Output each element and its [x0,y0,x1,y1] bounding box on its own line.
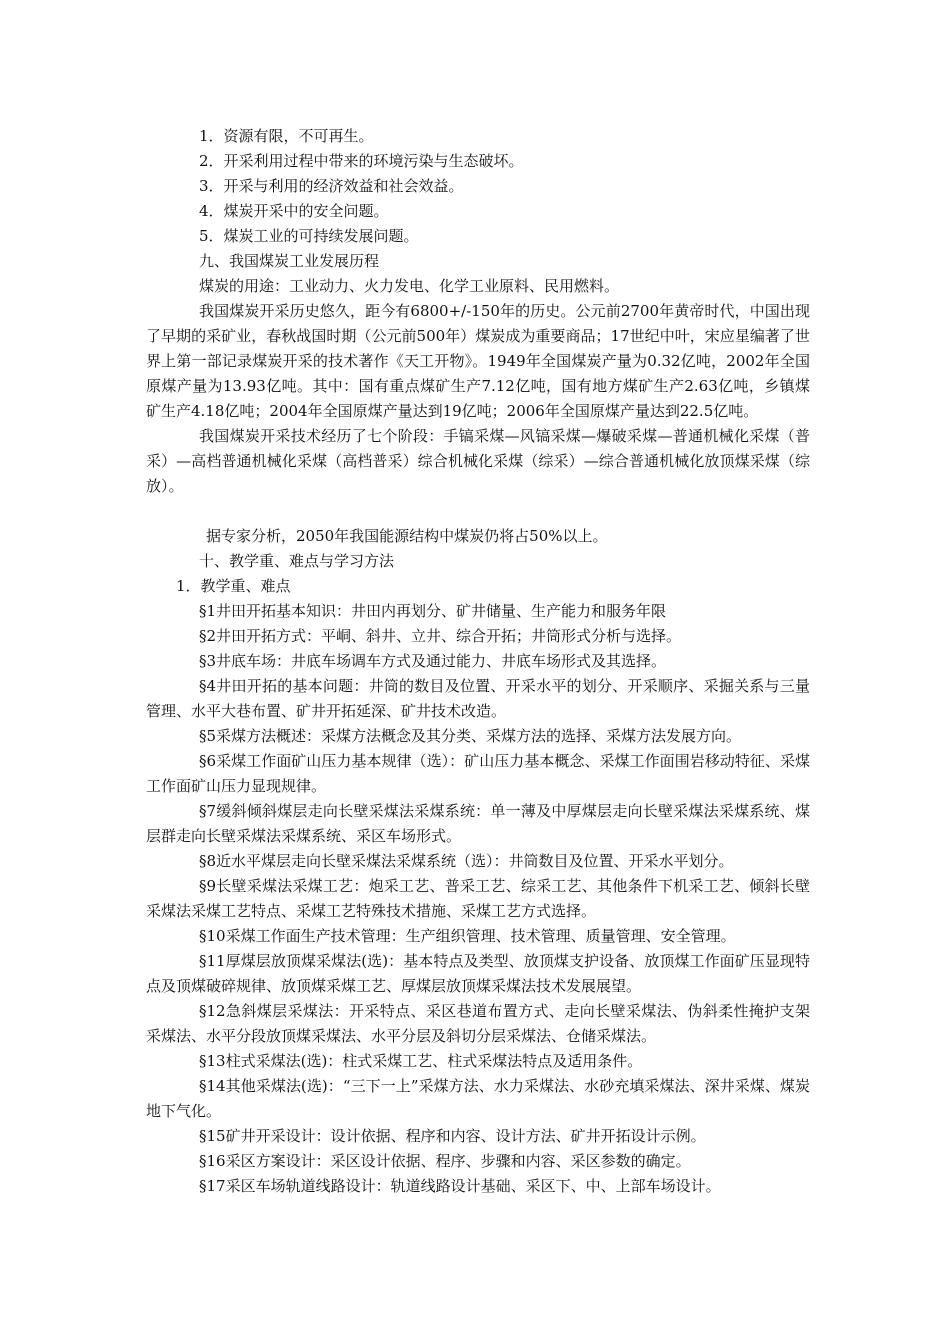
key-point: §17采区车场轨道线路设计：轨道线路设计基础、采区下、中、上部车场设计。 [199,1177,721,1195]
key-point: §3井底车场：井底车场调车方式及通过能力、井底车场形式及其选择。 [199,652,667,670]
key-point: §7缓斜倾斜煤层走向长壁采煤法采煤系统：单一薄及中厚煤层走向长壁采煤法采煤系统、煤层群走向长壁采煤法采煤系统、采区车场形式。 [146,802,810,845]
key-point: §4井田开拓的基本问题：井筒的数目及位置、开采水平的划分、开采顺序、采掘关系与三量管理、水平大巷布置、矿井开拓延深、矿井技术改造。 [146,677,810,720]
section-heading: 九、我国煤炭工业发展历程 [199,252,380,270]
paragraph-expert: 据专家分析，2050年我国能源结构中煤炭仍将占50%以上。 [206,527,608,545]
list-item: 2．开采利用过程中带来的环境污染与生态破坏。 [199,152,524,170]
key-point: §9长壁采煤法采煤工艺：炮采工艺、普采工艺、综采工艺、其他条件下机采工艺、倾斜长壁采煤法采煤工艺特点、采煤工艺特殊技术措施、采煤工艺方式选择。 [146,877,810,920]
key-point: §1井田开拓基本知识：井田内再划分、矿井储量、生产能力和服务年限 [199,602,667,620]
list-item: 1．资源有限，不可再生。 [199,127,374,145]
document-page [146,124,810,1199]
paragraph-stages: 我国煤炭开采技术经历了七个阶段：手镐采煤—风镐采煤—爆破采煤—普通机械化采煤（普采）—高档普通机械化采煤（高档普采）综合机械化采煤（综采）—综合普通机械化放顶煤采煤（综放）。 [146,427,810,495]
blank-line [146,499,810,524]
key-point: §13柱式采煤法(选)：柱式采煤工艺、柱式采煤法特点及适用条件。 [199,1052,643,1070]
key-point: §16采区方案设计：采区设计依据、程序、步骤和内容、采区参数的确定。 [199,1152,691,1170]
key-point: §2井田开拓方式：平峒、斜井、立井、综合开拓；井筒形式分析与选择。 [199,627,682,645]
key-point: §10采煤工作面生产技术管理：生产组织管理、技术管理、质量管理、安全管理。 [199,927,736,945]
key-point: §15矿井开采设计：设计依据、程序和内容、设计方法、矿井开拓设计示例。 [199,1127,706,1145]
key-point: §14其他采煤法(选)：“三下一上”采煤方法、水力采煤法、水砂充填采煤法、深井采煤、煤炭地下气化。 [146,1077,810,1120]
paragraph-uses: 煤炭的用途：工业动力、火力发电、化学工业原料、民用燃料。 [199,277,620,295]
key-point: §11厚煤层放顶煤采煤法(选)：基本特点及类型、放顶煤支护设备、放顶煤工作面矿压显现特点及顶煤破碎规律、放顶煤采煤工艺、厚煤层放顶煤采煤法技术发展展望。 [146,952,810,995]
key-point: §12急斜煤层采煤法：开采特点、采区巷道布置方式、走向长壁采煤法、伪斜柔性掩护支架采煤法、水平分段放顶煤采煤法、水平分层及斜切分层采煤法、仓储采煤法。 [146,1002,810,1045]
list-item: 5．煤炭工业的可持续发展问题。 [199,227,419,245]
key-point: §5采煤方法概述：采煤方法概念及其分类、采煤方法的选择、采煤方法发展方向。 [199,727,742,745]
key-point: §8近水平煤层走向长壁采煤法采煤系统（选）：井筒数目及位置、开采水平划分。 [199,852,734,870]
key-point: §6采煤工作面矿山压力基本规律（选）：矿山压力基本概念、采煤工作面围岩移动特征、采煤工作面矿山压力显现规律。 [146,752,810,795]
paragraph-history: 我国煤炭开采历史悠久，距今有6800+/-150年的历史。公元前2700年黄帝时代，中国出现了早期的采矿业，春秋战国时期（公元前500年）煤炭成为重要商品；17世纪中叶，宋应星编著了世界上第一部记录煤炭开采的技术著作《天工开物》。1949年全国煤炭产量为0.32亿吨，2002年全国原煤产量为13.93亿吨。其中：国有重点煤矿生产7.12亿吨，国有地方煤矿生产2.63亿吨，乡镇煤矿生产4.18亿吨；2004年全国原煤产量达到19亿吨；2006年全国原煤产量达到22.5亿吨。 [146,302,810,420]
section-heading: 十、教学重、难点与学习方法 [199,552,395,570]
subsection-heading: 1．教学重、难点 [176,577,291,595]
list-item: 4．煤炭开采中的安全问题。 [199,202,389,220]
list-item: 3．开采与利用的经济效益和社会效益。 [199,177,464,195]
